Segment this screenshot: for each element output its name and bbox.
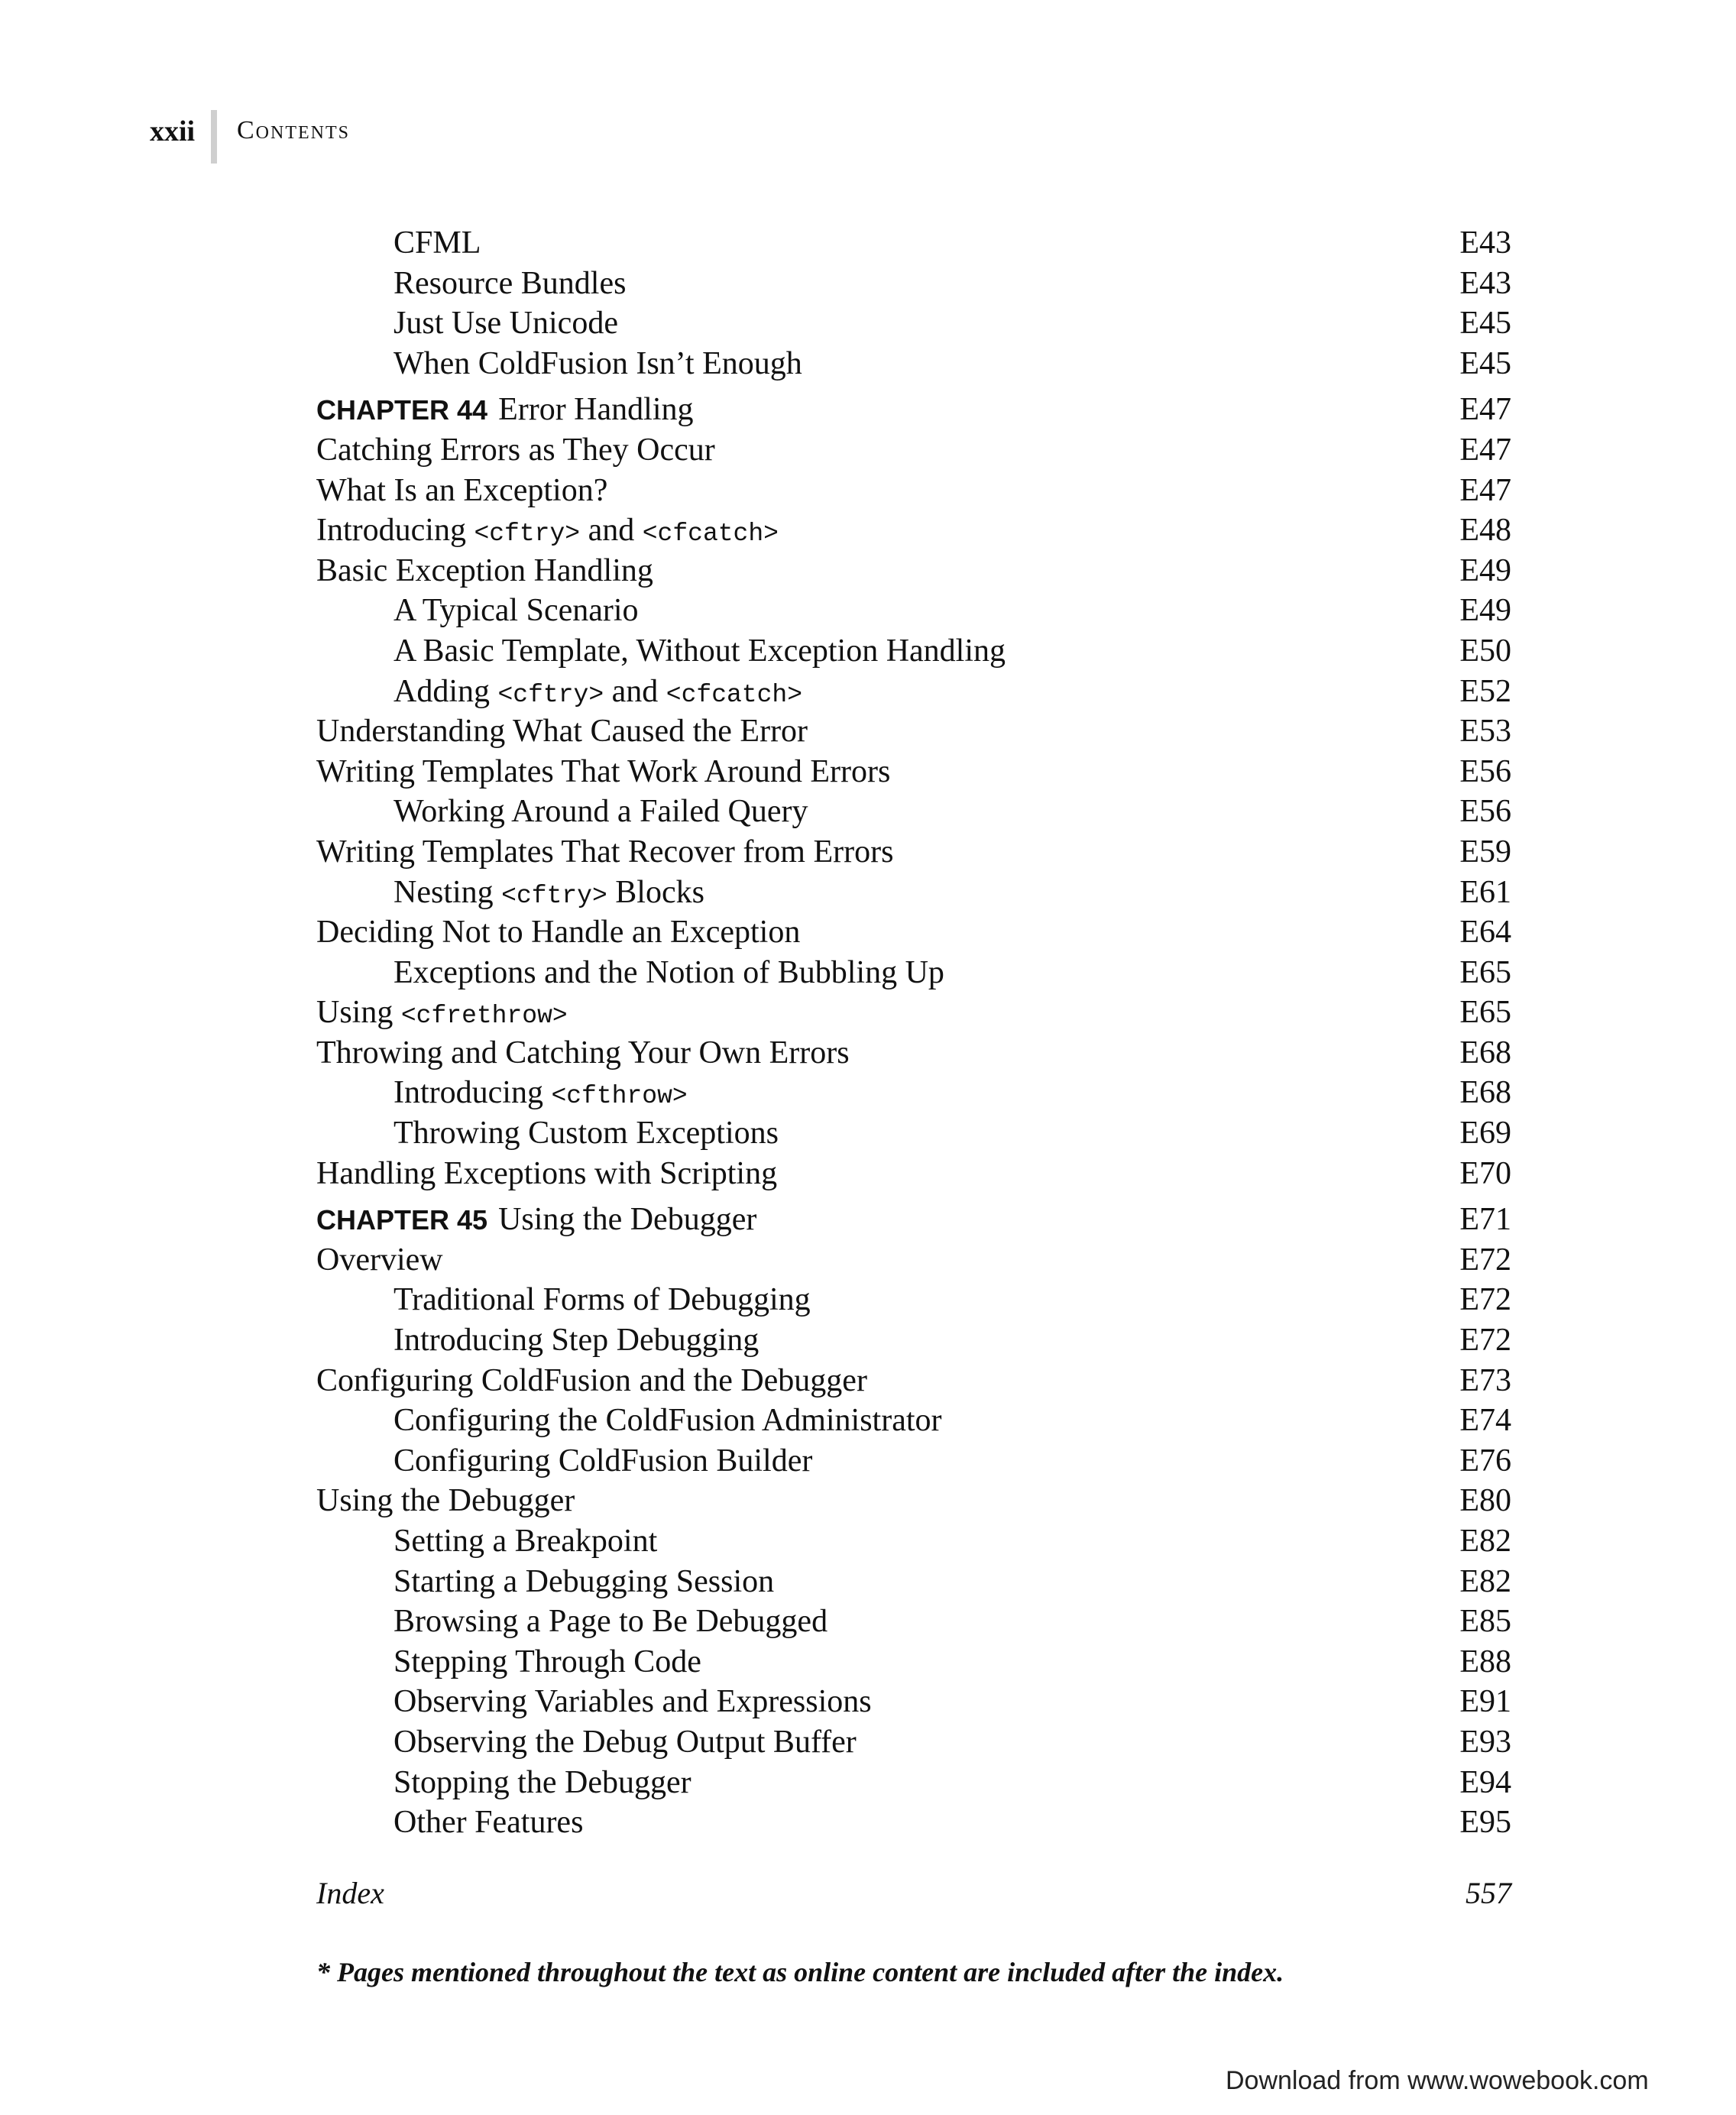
toc-page-number: E76 [1459,1443,1511,1479]
toc-page-number: E52 [1459,673,1511,709]
chapter-label: CHAPTER 45 [316,1204,488,1236]
code-tag-text: <cfrethrow> [400,1002,568,1031]
toc-page-number: E82 [1459,1524,1511,1559]
toc-page-number: E94 [1459,1764,1511,1800]
toc-entry-title: Introducing Step Debugging [394,1323,760,1359]
toc-page-number: E53 [1459,714,1511,750]
toc-page-number: E47 [1459,392,1511,428]
toc-entry-title: Working Around a Failed Query [394,794,808,830]
toc-page-number: E48 [1459,513,1511,549]
toc-entry[interactable] [316,711,1511,752]
page-number: xxii [150,115,196,147]
toc-entry[interactable] [316,1521,1511,1562]
toc-entry-title: Using the Debugger [316,1483,575,1519]
toc-entry[interactable] [316,1722,1511,1763]
toc-entry-title: Browsing a Page to Be Debugged [394,1604,828,1640]
toc-entry[interactable] [316,672,1511,712]
download-watermark: Download from www.wowebook.com [1226,2066,1649,2095]
toc-entry[interactable] [316,752,1511,792]
toc-entry-title: Handling Exceptions with Scripting [316,1155,778,1191]
toc-entry-title: Stepping Through Code [394,1644,701,1679]
toc-page-number: E68 [1459,1035,1511,1070]
toc-entry[interactable] [316,551,1511,591]
title-text: Adding [394,673,498,709]
toc-page-number: E65 [1459,995,1511,1031]
toc-entry-title: Observing the Debug Output Buffer [394,1724,857,1760]
toc-entry-title: Resource Bundles [394,265,627,301]
title-text: Nesting [394,874,502,910]
title-text: Using [316,995,401,1031]
toc-entry[interactable] [316,1073,1511,1113]
toc-page-number: E64 [1459,915,1511,951]
title-text: Introducing [394,1075,552,1111]
toc-page-number: E88 [1459,1644,1511,1679]
toc-entry[interactable] [316,1033,1511,1074]
toc-entry-title [316,513,779,548]
toc-entry-title: Deciding Not to Handle an Exception [316,915,801,951]
toc-page-number: E47 [1459,432,1511,468]
toc-entry[interactable] [316,1320,1511,1361]
toc-entry-title: Starting a Debugging Session [394,1563,775,1599]
toc-entry-title: What Is an Exception? [316,472,608,508]
toc-entry-title: Throwing and Catching Your Own Errors [316,1035,850,1070]
title-text: Blocks [607,874,704,910]
toc-entry-title: A Typical Scenario [394,593,639,629]
toc-entry-title [316,875,704,910]
toc-entry-title: Traditional Forms of Debugging [394,1282,811,1318]
toc-entry[interactable] [316,792,1511,832]
toc-page-number: E49 [1459,552,1511,588]
toc-entry[interactable] [316,1763,1511,1803]
toc-page-number: E45 [1459,345,1511,381]
toc-page-number: E85 [1459,1604,1511,1640]
toc-page-number: E56 [1459,794,1511,830]
toc-entry[interactable] [316,510,1511,551]
toc-page-number: E93 [1459,1724,1511,1760]
toc-entry[interactable] [316,993,1511,1033]
toc-entry[interactable] [316,1642,1511,1683]
toc-page-number: E56 [1459,753,1511,789]
toc-entry-title: Observing Variables and Expressions [394,1684,872,1720]
toc-entry[interactable] [316,1401,1511,1441]
toc-entry-title: Just Use Unicode [394,306,618,342]
header-divider [211,110,217,164]
toc-entry-title [316,1202,756,1237]
toc-entry[interactable] [316,1280,1511,1320]
code-tag-text: <cfcatch> [666,680,803,709]
toc-entry[interactable] [316,953,1511,993]
toc-page-number: E71 [1459,1202,1511,1238]
toc-entry-title: Configuring ColdFusion Builder [394,1443,813,1479]
footnote: * Pages mentioned throughout the text as online content are included after the index. [316,1957,1284,1987]
toc-entry[interactable] [316,1441,1511,1482]
toc-entry[interactable] [316,912,1511,953]
toc-chapter-row[interactable] [316,1200,1511,1240]
code-tag-text: <cfthrow> [551,1082,688,1111]
toc-entry-title: Overview [316,1242,443,1278]
toc-entry[interactable] [316,1113,1511,1154]
title-text: Introducing [316,513,474,549]
toc-page-number: E65 [1459,954,1511,990]
toc-entry-title [316,1075,688,1110]
toc-entry-title: Stopping the Debugger [394,1764,691,1800]
toc-entry[interactable] [316,344,1511,384]
toc-page-number: E59 [1459,834,1511,870]
code-tag-text: <cfcatch> [642,520,779,549]
toc-page-number: E43 [1459,225,1511,261]
toc-page-number: E82 [1459,1563,1511,1599]
toc-entry-title: CFML [394,225,481,261]
toc-page-number: E43 [1459,265,1511,301]
toc-entry-title [316,674,802,709]
title-text: and [604,673,666,709]
toc-entry-title: Exceptions and the Notion of Bubbling Up [394,954,944,990]
toc-page-number: E69 [1459,1116,1511,1151]
toc-entry[interactable] [316,1802,1511,1843]
toc-entry-title: Catching Errors as They Occur [316,432,715,468]
toc-entry-title: Writing Templates That Work Around Errors [316,753,891,789]
toc-entry[interactable] [316,1481,1511,1521]
toc-page-number: E95 [1459,1805,1511,1841]
chapter-label: CHAPTER 44 [316,394,488,426]
code-tag-text: <cftry> [497,680,604,709]
toc-entry[interactable] [316,1562,1511,1602]
title-text: and [580,513,643,549]
toc-entry[interactable] [316,1361,1511,1401]
running-head-title: Contents [237,116,351,144]
toc-entry[interactable] [316,832,1511,873]
toc-page-number: E45 [1459,306,1511,342]
index-page-number: 557 [1466,1876,1511,1910]
toc-entry[interactable] [316,1602,1511,1642]
table-of-contents [316,223,1511,1843]
toc-entry-title [316,392,694,427]
toc-page-number: E68 [1459,1075,1511,1111]
toc-entry-title: Other Features [394,1805,584,1841]
toc-entry[interactable] [316,303,1511,344]
toc-entry-title: Configuring the ColdFusion Administrator [394,1403,942,1439]
code-tag-text: <cftry> [501,881,607,910]
toc-page-number: E74 [1459,1403,1511,1439]
toc-entry[interactable] [316,264,1511,304]
toc-page-number: E49 [1459,593,1511,629]
toc-page-number: E91 [1459,1684,1511,1720]
code-tag-text: <cftry> [474,520,581,549]
toc-entry[interactable] [316,430,1511,471]
toc-entry[interactable] [316,223,1511,264]
toc-entry[interactable] [316,591,1511,631]
toc-entry-title: When ColdFusion Isn’t Enough [394,345,802,381]
toc-page-number: E73 [1459,1362,1511,1398]
toc-entry[interactable] [316,471,1511,511]
toc-index-entry[interactable] [316,1875,1511,1911]
toc-page-number: E72 [1459,1282,1511,1318]
toc-page-number: E50 [1459,633,1511,669]
index-title: Index [316,1876,384,1910]
toc-page-number: E72 [1459,1242,1511,1278]
chapter-title: Using the Debugger [498,1202,757,1238]
toc-page-number: E72 [1459,1323,1511,1359]
toc-page-number: E70 [1459,1155,1511,1191]
toc-entry-title [316,995,568,1030]
toc-chapter-row[interactable] [316,390,1511,430]
toc-entry[interactable] [316,873,1511,913]
toc-entry[interactable] [316,1682,1511,1722]
toc-entry-title: Understanding What Caused the Error [316,714,808,750]
chapter-title: Error Handling [498,392,694,428]
toc-page-number: E61 [1459,874,1511,910]
toc-entry-title: Throwing Custom Exceptions [394,1116,779,1151]
toc-entry-title: Basic Exception Handling [316,552,653,588]
toc-page-number: E47 [1459,472,1511,508]
toc-entry-title: Writing Templates That Recover from Errors [316,834,894,870]
toc-entry[interactable] [316,631,1511,672]
toc-entry-title: Setting a Breakpoint [394,1524,658,1559]
toc-entry[interactable] [316,1154,1511,1194]
toc-page-number: E80 [1459,1483,1511,1519]
toc-entry[interactable] [316,1240,1511,1281]
toc-entry-title: Configuring ColdFusion and the Debugger [316,1362,867,1398]
toc-entry-title: A Basic Template, Without Exception Handling [394,633,1006,669]
